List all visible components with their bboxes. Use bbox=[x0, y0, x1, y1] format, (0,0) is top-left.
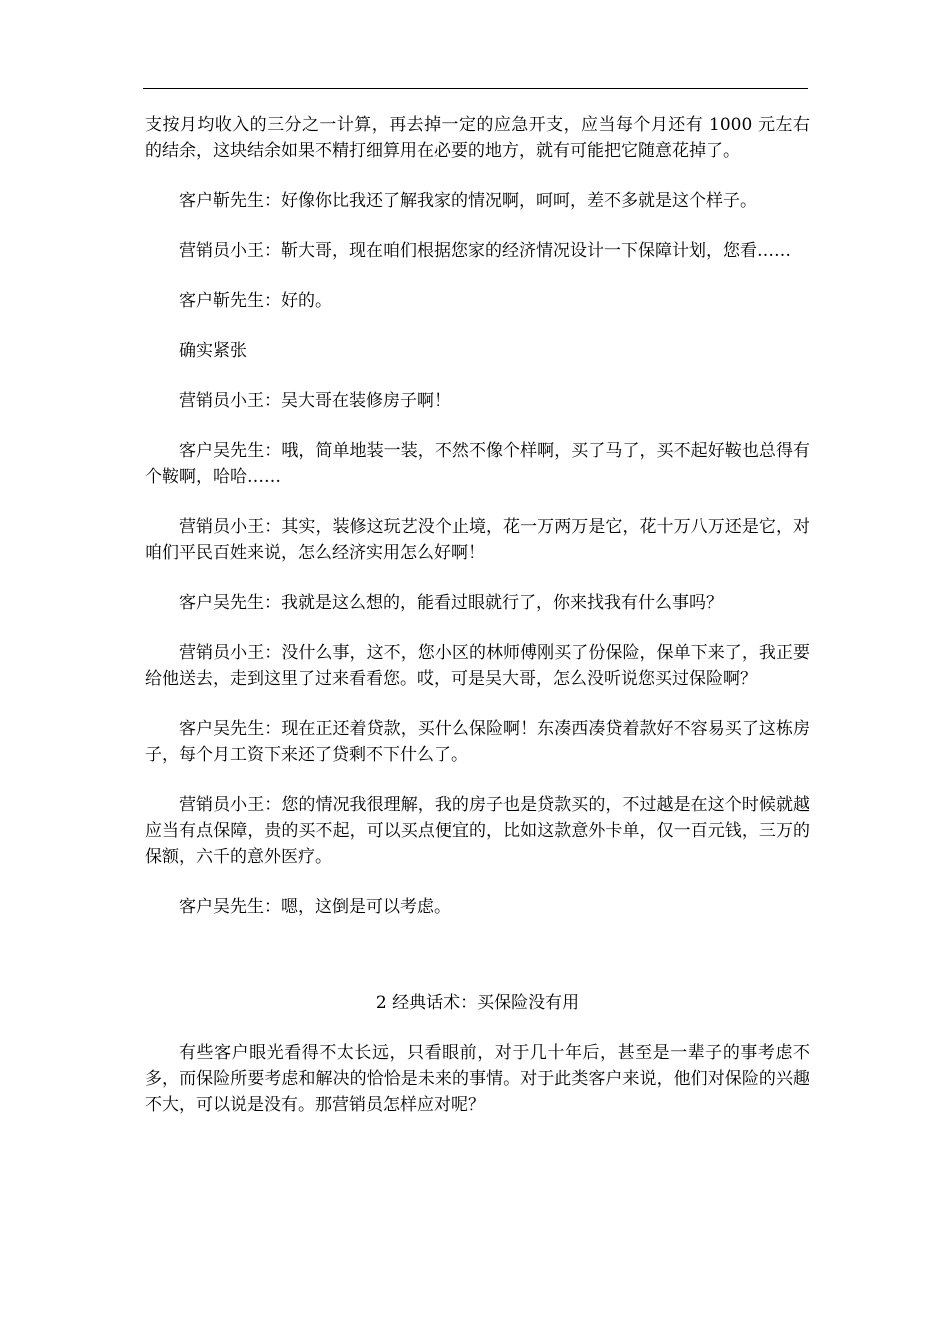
paragraph: 客户吴先生：嗯，这倒是可以考虑。 bbox=[179, 897, 451, 917]
paragraph: 营销员小王：吴大哥在装修房子啊！ bbox=[179, 391, 451, 411]
paragraph: 确实紧张 bbox=[179, 341, 247, 361]
section-heading: 2 经典话术：买保险没有用 bbox=[375, 993, 580, 1013]
paragraph: 营销员小王：您的情况我很理解，我的房子也是贷款买的，不过越是在这个时候就越应当有点保障，贵的买不起，可以买点便宜的，比如这款意外卡单，仅一百元钱，三万的保额，六千的意外医疗。 bbox=[145, 795, 810, 867]
paragraph: 支按月均收入的三分之一计算，再去掉一定的应急开支，应当每个月还有 1000 元左右的结余，这块结余如果不精打细算用在必要的地方，就有可能把它随意花掉了。 bbox=[145, 115, 810, 161]
paragraph: 营销员小王：靳大哥，现在咱们根据您家的经济情况设计一下保障计划，您看…… bbox=[179, 241, 791, 261]
paragraph: 客户吴先生：现在正还着贷款，买什么保险啊！东凑西凑贷着款好不容易买了这栋房子，每个月工资下来还了贷剩不下什么了。 bbox=[145, 719, 810, 765]
paragraph: 营销员小王：其实，装修这玩艺没个止境，花一万两万是它，花十万八万还是它，对咱们平民百姓来说，怎么经济实用怎么好啊！ bbox=[145, 517, 810, 563]
paragraph: 有些客户眼光看得不太长远，只看眼前，对于几十年后，甚至是一辈子的事考虑不多，而保险所要考虑和解决的恰恰是未来的事情。对于此类客户来说，他们对保险的兴趣不大，可以说是没有。那营销员怎样应对呢？ bbox=[145, 1043, 810, 1115]
header-rule bbox=[143, 88, 808, 89]
paragraph: 客户吴先生：我就是这么想的，能看过眼就行了，你来找我有什么事吗？ bbox=[179, 593, 723, 613]
document-body bbox=[145, 112, 810, 1142]
paragraph: 客户靳先生：好的。 bbox=[179, 291, 332, 311]
paragraph: 客户吴先生：哦，简单地装一装，不然不像个样啊，买了马了，买不起好鞍也总得有个鞍啊，哈哈…… bbox=[145, 441, 810, 487]
paragraph: 营销员小王：没什么事，这不，您小区的林师傅刚买了份保险，保单下来了，我正要给他送去，走到这里了过来看看您。哎，可是吴大哥，怎么没听说您买过保险啊？ bbox=[145, 643, 810, 689]
paragraph: 客户靳先生：好像你比我还了解我家的情况啊，呵呵，差不多就是这个样子。 bbox=[179, 191, 757, 211]
